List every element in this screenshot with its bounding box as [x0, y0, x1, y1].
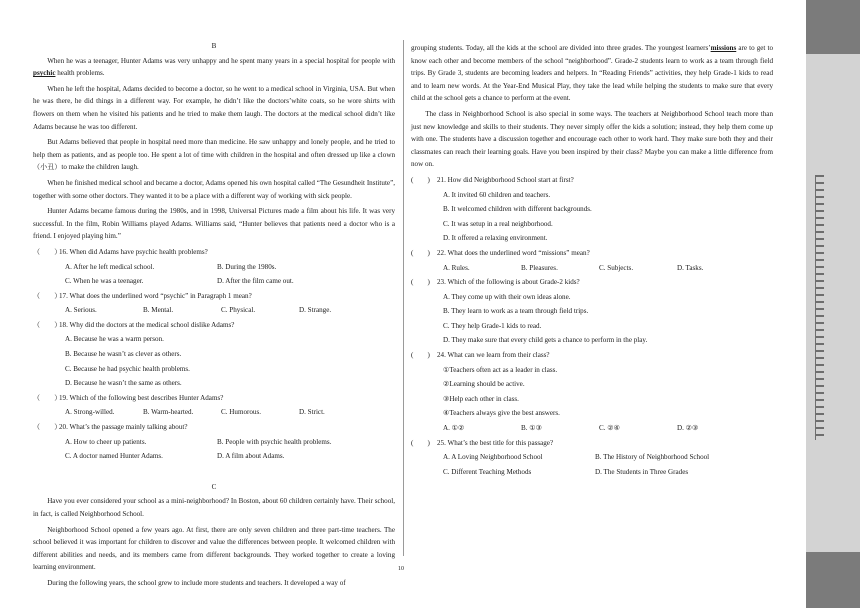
option-row: [411, 422, 773, 435]
passage-b-para: When he finished medical school and became a doctor, Adams opened his own hospital called “The Gesundheit Institute”, together with some other doctors. They wanted it to be a place with a different way of working with sick people.: [33, 178, 395, 200]
answer-blank[interactable]: （ ）: [33, 320, 62, 329]
option: C. Physical.: [221, 306, 256, 315]
margin-bar-bottom: [806, 552, 860, 608]
option: A. How to cheer up patients.: [65, 437, 147, 446]
questions-c: [411, 174, 773, 478]
passage-b: [33, 55, 395, 243]
question-stem: [411, 437, 773, 450]
option: D. It offered a relaxing environment.: [443, 234, 548, 243]
left-column: [33, 40, 395, 593]
question-text: 18. Why did the doctors at the medical school dislike Adams?: [59, 320, 235, 329]
option: B. Pleasures.: [521, 263, 558, 272]
option: B. The History of Neighborhood School: [595, 453, 710, 462]
section-b-heading: B: [211, 42, 217, 50]
question-text: 22. What does the underlined word “missions” mean?: [437, 248, 590, 257]
column-divider: [403, 40, 404, 556]
option-row: [33, 406, 395, 419]
underlined-word-missions: missions: [710, 44, 737, 52]
passage-b-para: Hunter Adams became famous during the 1980s, and in 1998, Universal Pictures made a film about his life. It was very successful. In the film, Robin Williams played Adams. Williams said, “Hunter believes that patients need a doctor who is a friend. I enjoyed playing him.”: [33, 207, 395, 241]
question-stem: [411, 349, 773, 362]
option: A. A Loving Neighborhood School: [443, 453, 543, 462]
passage-c-para: Have you ever considered your school as a mini-neighborhood? In Boston, about 60 children certainly have. Their school, in fact, is called Neighborhood School.: [33, 497, 395, 518]
option: ②Learning should be active.: [443, 380, 525, 389]
question-text: 23. Which of the following is about Grade-2 kids?: [437, 278, 580, 287]
question-text: 17. What does the underlined word “psychic” in Paragraph 1 mean?: [59, 291, 252, 300]
option-row: [33, 304, 395, 317]
option: C. It was setup in a real neighborhood.: [443, 219, 553, 228]
question-stem: [33, 392, 395, 405]
option: A. Rules.: [443, 263, 470, 272]
option: D. ②③: [677, 424, 699, 433]
answer-blank[interactable]: （ ）: [33, 291, 62, 300]
answer-blank[interactable]: （ ）: [33, 247, 62, 256]
section-c-heading: C: [211, 482, 217, 491]
question-text: 21. How did Neighborhood School start at first?: [437, 175, 574, 184]
option: D. Tasks.: [677, 263, 704, 272]
question-text: 19. Which of the following best describes Hunter Adams?: [59, 393, 224, 402]
passage-c-para: The class in Neighborhood School is also special in some ways. The teachers at Neighborhood School teach more than just new knowledge and skills to their students. They never simply offer the kids a solution; instead, they help them come up with one. The students have a discussion together and encourage each other to work hard. They make sure both they and their classmates can reach their learning goals. Have you been inspired by their class? Maybe you can make a little difference from now on.: [411, 109, 773, 169]
option: A. Strong-willed.: [65, 408, 115, 417]
answer-blank[interactable]: （ ）: [33, 393, 62, 402]
question-stem: [33, 290, 395, 303]
option: ①Teachers often act as a leader in class.: [443, 365, 558, 374]
answer-blank[interactable]: （ ）: [33, 423, 62, 432]
question-text: 24. What can we learn from their class?: [437, 351, 550, 360]
answer-blank[interactable]: ( ): [411, 248, 430, 257]
option-row: [33, 436, 395, 449]
question-stem: [33, 319, 395, 332]
passage-c-para: grouping students. Today, all the kids at the school are divided into three grades. The youngest learners’missions are to get to know each other and become members of the school “neighborhood”. Grade-2 students learn to work as a team through field trips. By Grade 3, students are becoming leaders and helpers. In “Reading Friends” activities, they help Grade-1 kids to read and to learn new words. At the Year-End Musical Play, they take the lead while helping the students to make sure that every child at the school gets a chance to perform at the event.: [411, 44, 773, 103]
question-stem: [33, 421, 395, 434]
passage-c-para: During the following years, the school grew to include more students and teachers. It developed a way of: [47, 578, 346, 587]
option: D. After the film came out.: [217, 277, 294, 286]
option: A. Serious.: [65, 306, 97, 315]
option: C. Subjects.: [599, 263, 634, 272]
option: B. Mental.: [143, 306, 174, 315]
option: C. They help Grade-1 kids to read.: [443, 321, 542, 330]
option: B. During the 1980s.: [217, 262, 277, 271]
option: B. They learn to work as a team through field trips.: [443, 307, 589, 316]
question-text: 25. What’s the best title for this passage?: [437, 438, 554, 447]
option: D. Strange.: [299, 306, 332, 315]
answer-blank[interactable]: ( ): [411, 175, 430, 184]
option: C. When he was a teenager.: [65, 277, 144, 286]
option: C. Different Teaching Methods: [443, 467, 532, 476]
option: A. Because he was a warm person.: [65, 335, 164, 344]
passage-c-start: [33, 495, 395, 589]
option: B. ①③: [521, 424, 542, 433]
option-row: [411, 466, 773, 479]
passage-b-para: When he left the hospital, Adams decided to become a doctor, so he went to a medical school in Virginia, USA. But when he was there, he did things in a different way. For example, he didn’t like the doctors’white coats, so he wore shirts with flowers on them when he visited his patients and he tried to make them laugh. The doctors at the medical school didn’t like Adams because he was too different.: [33, 84, 395, 131]
passage-c-para: Neighborhood School opened a few years ago. At first, there are only seven children and three part-time teachers. The school believed it was important for children to discover and value the differences between people. It welcomed children with different abilities and needs, and its members came from different backgrounds. They worked together to create a loving learning environment.: [33, 525, 395, 572]
option: A. After he left medical school.: [65, 262, 155, 271]
option: D. The Students in Three Grades: [595, 467, 689, 476]
option: B. People with psychic health problems.: [217, 437, 332, 446]
option: C. Because he had psychic health problems.: [65, 364, 190, 373]
answer-blank[interactable]: ( ): [411, 351, 430, 360]
option: ③Help each other in class.: [443, 394, 519, 403]
answer-blank[interactable]: ( ): [411, 278, 430, 287]
question-stem: [411, 276, 773, 289]
option: C. Humorous.: [221, 408, 262, 417]
option-row: [33, 261, 395, 274]
right-column: [411, 42, 773, 480]
underlined-word-psychic: psychic: [33, 69, 56, 78]
question-stem: [411, 174, 773, 187]
question-text: 16. When did Adams have psychic health problems?: [59, 247, 208, 256]
option: ④Teachers always give the best answers.: [443, 409, 560, 418]
passage-b-para: When he was a teenager, Hunter Adams was very unhappy and he spent many years in a special hospital for people with psychic health problems.: [33, 56, 395, 78]
option: A. They come up with their own ideas alone.: [443, 292, 571, 301]
questions-b: [33, 246, 395, 463]
option: D. A film about Adams.: [217, 452, 285, 461]
question-stem: [411, 247, 773, 260]
page-number: 10: [398, 566, 404, 572]
option: B. It welcomed children with different backgrounds.: [443, 205, 592, 214]
passage-b-para: But Adams believed that people in hospital need more than medicine. He saw unhappy and lonely people, and he tried to help them as patients, and as people too. He spent a lot of time with children in the hospital and often dressed up like a clown（小丑）to make the children laugh.: [33, 138, 395, 172]
option: D. Because he wasn’t the same as others.: [65, 379, 182, 388]
option-row: [33, 275, 395, 288]
option: D. They make sure that every child gets a chance to perform in the play.: [443, 336, 648, 345]
option-row: [411, 451, 773, 464]
option: A. ①②: [443, 424, 465, 433]
option-row: [33, 450, 395, 463]
question-stem: [33, 246, 395, 259]
margin-bar-top: [806, 0, 860, 54]
option-row: [411, 262, 773, 275]
option: C. A doctor named Hunter Adams.: [65, 452, 163, 461]
option: D. Strict.: [299, 408, 325, 417]
seal-line: [815, 175, 824, 440]
option: C. ②④: [599, 424, 620, 433]
option: A. It invited 60 children and teachers.: [443, 190, 551, 199]
answer-blank[interactable]: ( ): [411, 438, 430, 447]
option: B. Because he wasn’t as clever as others.: [65, 350, 182, 359]
option: B. Warm-hearted.: [143, 408, 194, 417]
question-text: 20. What’s the passage mainly talking about?: [59, 423, 188, 432]
